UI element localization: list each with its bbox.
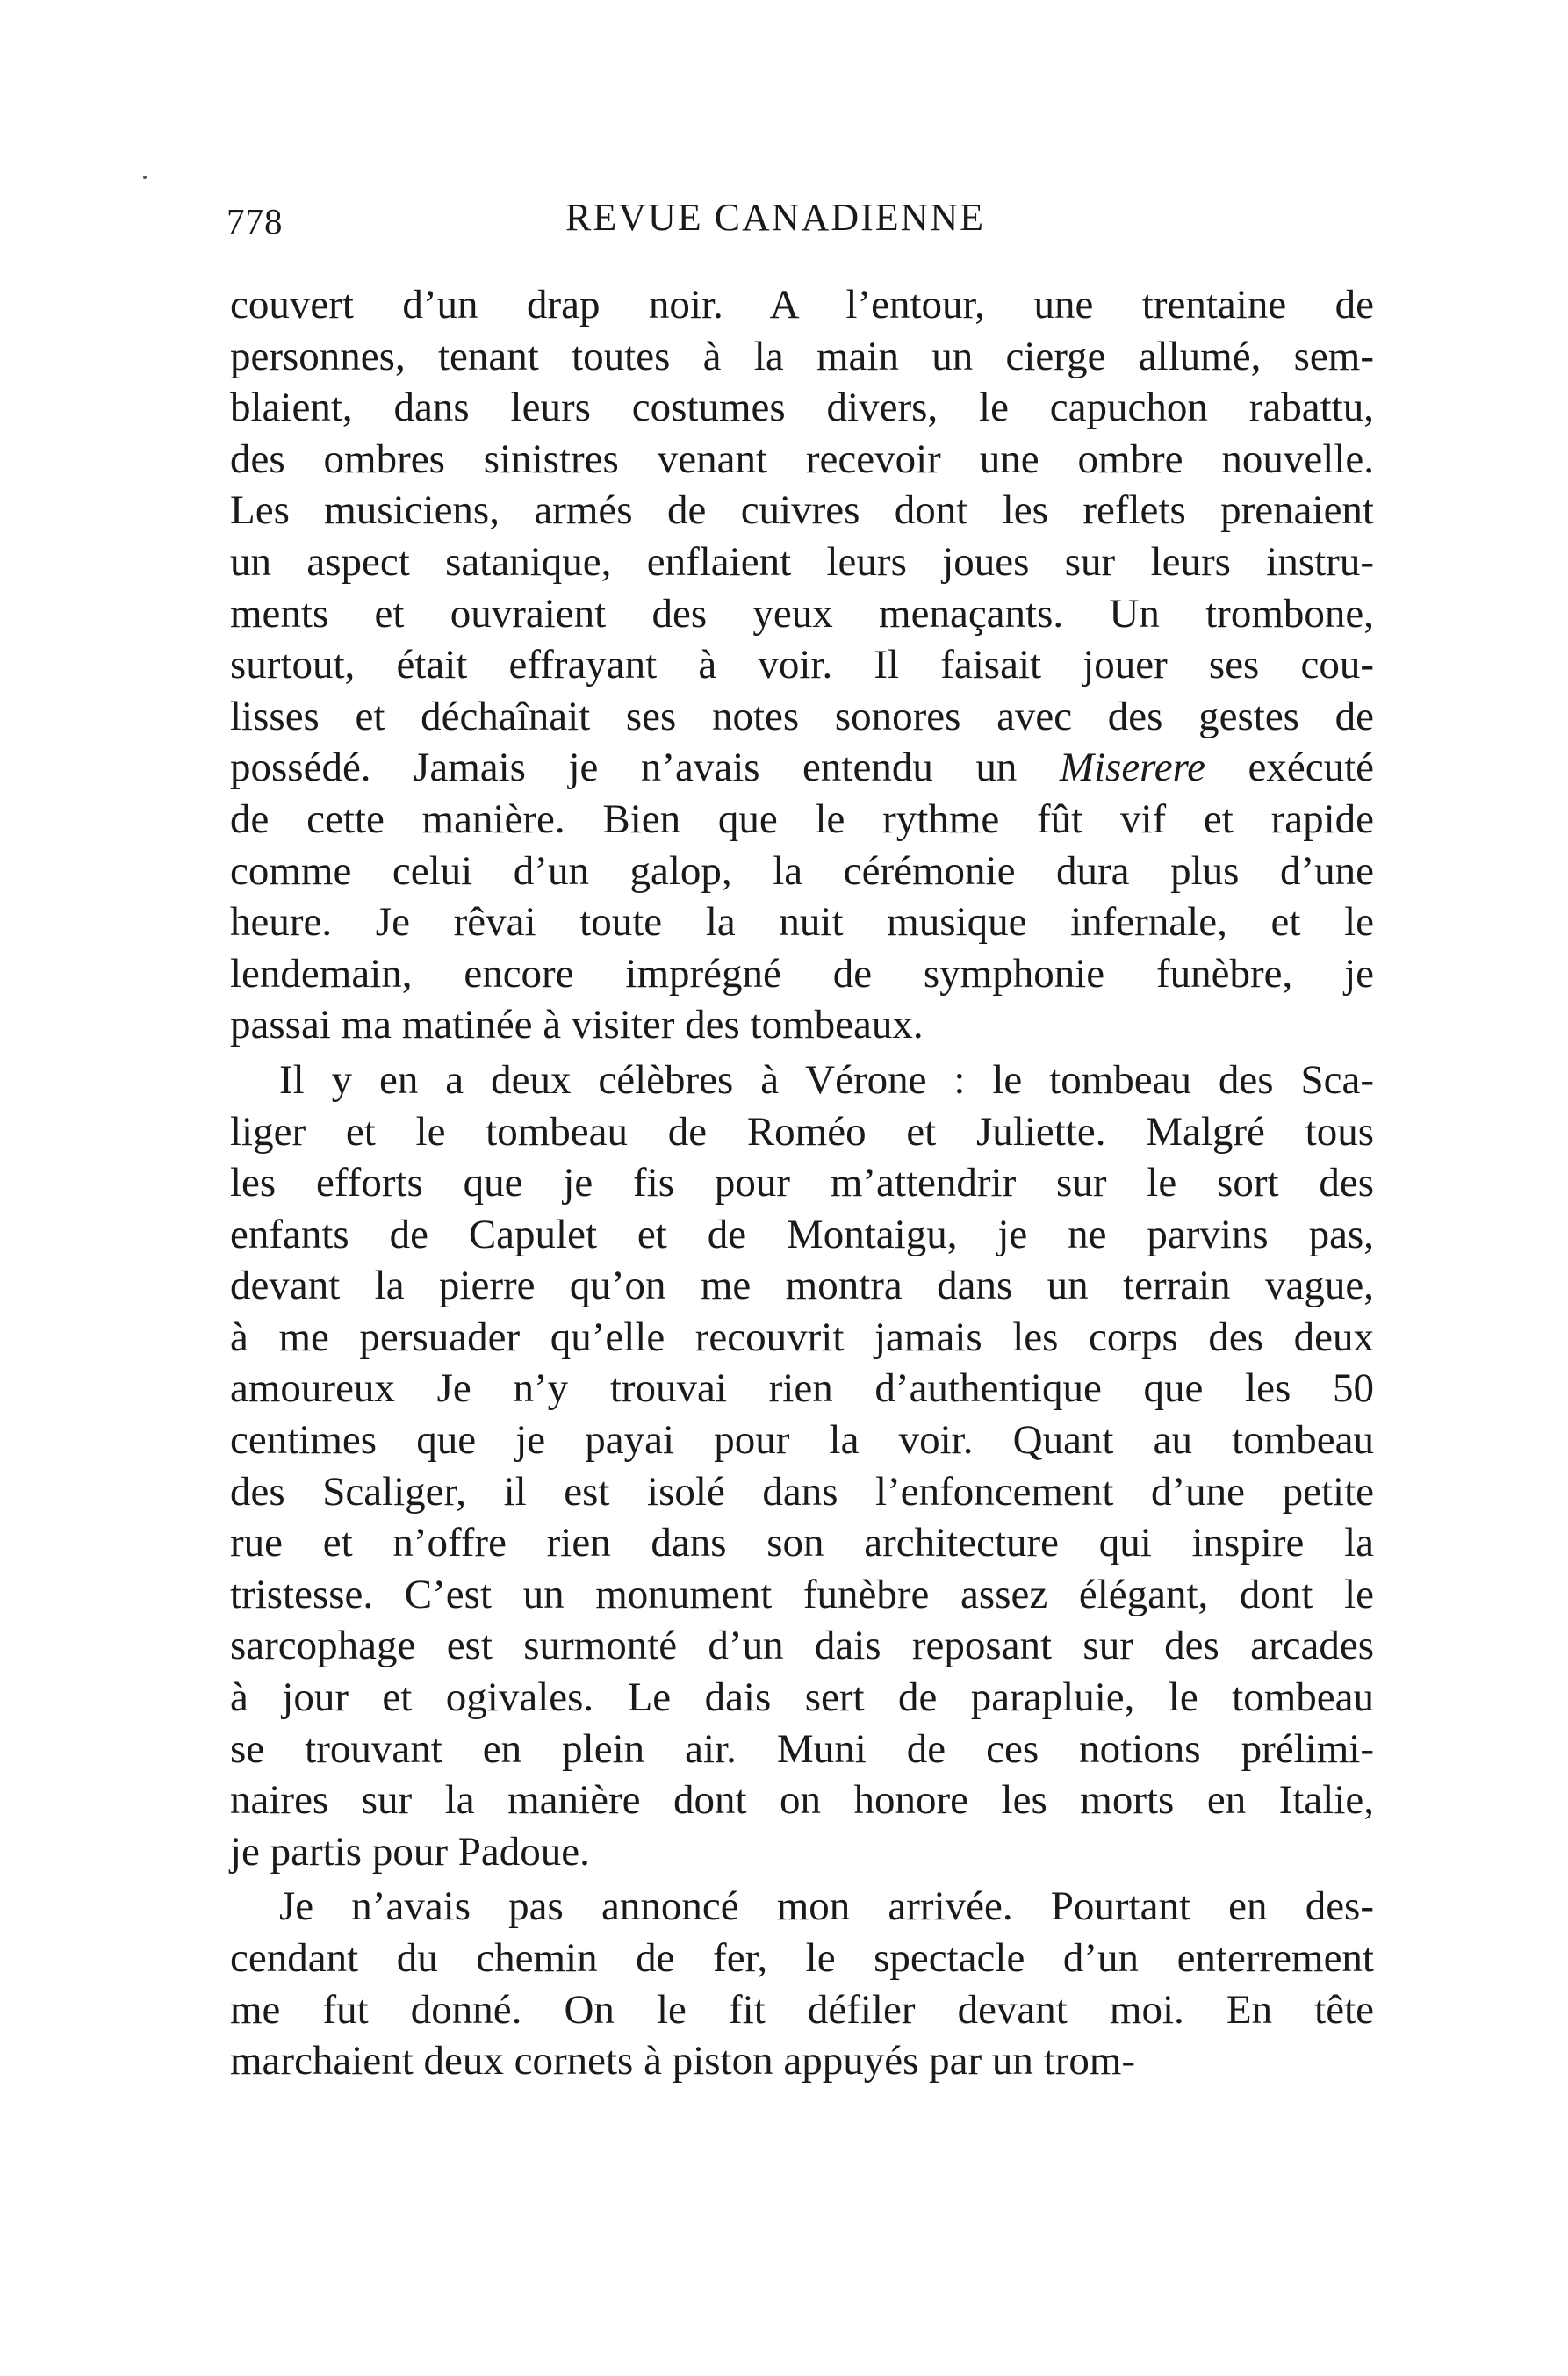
text-line: liger et le tombeau de Roméo et Juliette. Malgré tous [230,1108,1374,1155]
text-line: me fut donné. On le fit défiler devant moi. En tête [230,1986,1374,2033]
text-line: des ombres sinistres venant recevoir une ombre nouvelle. [230,436,1374,482]
text-line: surtout, était effrayant à voir. Il faisait jouer ses cou- [230,642,1374,688]
text-line: amoureux Je n’y trouvai rien d’authentique que les 50 [230,1365,1374,1412]
text-line: heure. Je rêvai toute la nuit musique infernale, et le [230,899,1374,946]
text-line: à jour et ogivales. Le dais sert de parapluie, le tombeau [230,1674,1374,1721]
text-line: sarcophage est surmonté d’un dais reposant sur des arcades [230,1623,1374,1669]
text-line [230,742,1374,794]
paragraph [230,1055,1374,1878]
text-line: un aspect satanique, enflaient leurs joues sur leurs instru- [230,538,1374,585]
text-line: comme celui d’un galop, la cérémonie dura plus d’une [230,847,1374,894]
text-line: les efforts que je fis pour m’attendrir sur le sort des [230,1160,1374,1206]
text-line: se trouvant en plein air. Muni de ces notions prélimi- [230,1725,1374,1772]
text-line: Je n’avais pas annoncé mon arrivée. Pourtant en des- [279,1883,1374,1930]
text-line: des Scaliger, il est isolé dans l’enfoncement d’une petite [230,1468,1374,1515]
text-line: blaient, dans leurs costumes divers, le capuchon rabattu, [230,385,1374,431]
ink-speck [143,176,147,179]
body-text [230,279,1374,2087]
text-line: je partis pour Padoue. [230,1828,590,1875]
text-line: lendemain, encore imprégné de symphonie funèbre, je [230,950,1374,997]
text-line: couvert d’un drap noir. A l’entour, une trentaine de [230,282,1374,328]
text-segment: exécuté [1205,745,1374,791]
text-line: marchaient deux cornets à piston appuyés par un trom- [230,2038,1136,2084]
italic-title: Miserere [1059,745,1205,791]
text-line: devant la pierre qu’on me montra dans un terrain vague, [230,1263,1374,1309]
text-line: Il y en a deux célèbres à Vérone : le tombeau des Sca- [279,1056,1374,1103]
text-segment: possédé. Jamais je n’avais entendu un [230,745,1060,791]
text-line: Les musiciens, armés de cuivres dont les reflets prenaient [230,487,1374,534]
page-number: 778 [227,201,284,241]
running-title: REVUE CANADIENNE [565,196,986,239]
text-line: naires sur la manière dont on honore les morts en Italie, [230,1777,1374,1824]
text-line: personnes, tenant toutes à la main un cierge allumé, sem- [230,333,1374,379]
paragraph [230,279,1374,1051]
text-line: tristesse. C’est un monument funèbre assez élégant, dont le [230,1571,1374,1617]
text-line: à me persuader qu’elle recouvrit jamais les corps des deux [230,1314,1374,1360]
text-line: enfants de Capulet et de Montaigu, je ne parvins pas, [230,1211,1374,1257]
text-line: centimes que je payai pour la voir. Quant au tombeau [230,1417,1374,1464]
text-line: rue et n’offre rien dans son architecture qui inspire la [230,1520,1374,1566]
text-line: cendant du chemin de fer, le spectacle d’un enterrement [230,1935,1374,1981]
text-line: de cette manière. Bien que le rythme fût vif et rapide [230,796,1374,842]
text-line: ments et ouvraient des yeux menaçants. Un trombone, [230,590,1374,637]
text-line: lisses et déchaînait ses notes sonores avec des gestes de [230,693,1374,739]
text-line: passai ma matinée à visiter des tombeaux. [230,1002,924,1048]
page-header [227,196,1377,253]
paragraph [230,1881,1374,2086]
